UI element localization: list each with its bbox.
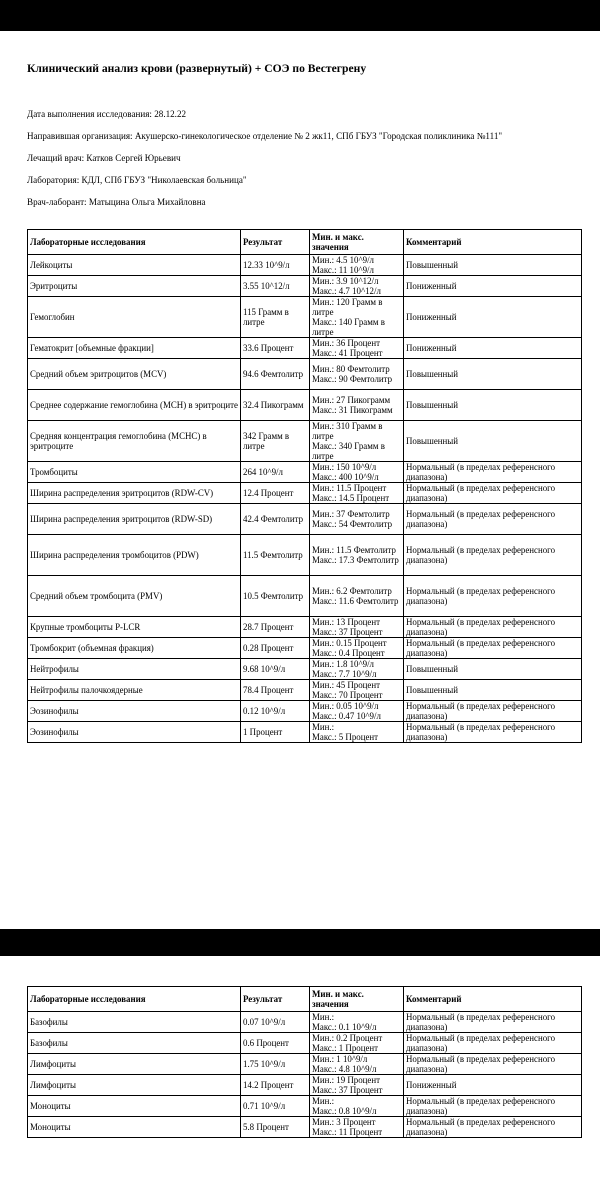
page-break-bar: [0, 929, 600, 956]
range-min: Мин.: 120 Грамм в литре: [312, 297, 383, 317]
cell-name: Нейтрофилы: [28, 659, 241, 680]
cell-result: 94.6 Фемтолитр: [241, 359, 310, 390]
range-min: Мин.: 36 Процент: [312, 338, 380, 348]
range-max: Макс.: 4.7 10^12/л: [312, 286, 381, 296]
cell-comment: Повышенный: [404, 255, 582, 276]
cell-result: 14.2 Процент: [241, 1075, 310, 1096]
cell-name: Ширина распределения эритроцитов (RDW-SD): [28, 504, 241, 535]
cell-name: Нейтрофилы палочкоядерные: [28, 680, 241, 701]
range-max: Макс.: 14.5 Процент: [312, 493, 390, 503]
range-max: Макс.: 37 Процент: [312, 1085, 383, 1095]
cell-result: 1.75 10^9/л: [241, 1054, 310, 1075]
range-min: Мин.: 11.5 Фемтолитр: [312, 545, 396, 555]
cell-comment: Пониженный: [404, 1075, 582, 1096]
cell-result: 12.33 10^9/л: [241, 255, 310, 276]
header-comment: Комментарий: [404, 230, 582, 255]
header-comment: Комментарий: [404, 987, 582, 1012]
table-row: [28, 576, 582, 617]
cell-comment: Повышенный: [404, 680, 582, 701]
cell-range: [310, 1075, 404, 1096]
cell-name: Эозинофилы: [28, 722, 241, 743]
table-row: [28, 276, 582, 297]
cell-comment: Нормальный (в пределах референсного диапазона): [404, 701, 582, 722]
table-header-row: [28, 230, 582, 255]
cell-comment: Нормальный (в пределах референсного диапазона): [404, 483, 582, 504]
cell-comment: Повышенный: [404, 390, 582, 421]
meta-doctor: Лечащий врач: Катков Сергей Юрьевич: [27, 153, 181, 163]
cell-result: 264 10^9/л: [241, 462, 310, 483]
cell-range: [310, 617, 404, 638]
range-max: Макс.: 0.1 10^9/л: [312, 1022, 377, 1032]
range-min: Мин.: 1.8 10^9/л: [312, 659, 374, 669]
cell-range: [310, 1054, 404, 1075]
range-max: Макс.: 31 Пикограмм: [312, 405, 393, 415]
table-row: [28, 421, 582, 462]
cell-name: Тромбоциты: [28, 462, 241, 483]
range-max: Макс.: 7.7 10^9/л: [312, 669, 377, 679]
cell-range: [310, 659, 404, 680]
cell-range: [310, 390, 404, 421]
cell-comment: Нормальный (в пределах референсного диапазона): [404, 504, 582, 535]
range-max: Макс.: 11 Процент: [312, 1127, 383, 1137]
table-row: [28, 1033, 582, 1054]
cell-result: 42.4 Фемтолитр: [241, 504, 310, 535]
header-result: Результат: [241, 230, 310, 255]
top-black-bar: [0, 0, 600, 31]
range-max: Макс.: 340 Грамм в литре: [312, 441, 385, 461]
cell-name: Средняя концентрация гемоглобина (MCHC) в эритроците: [28, 421, 241, 462]
cell-name: Моноциты: [28, 1117, 241, 1138]
table-row: [28, 722, 582, 743]
cell-result: 3.55 10^12/л: [241, 276, 310, 297]
table-row: [28, 297, 582, 338]
range-max: Макс.: 5 Процент: [312, 732, 379, 742]
cell-name: Крупные тромбоциты P-LCR: [28, 617, 241, 638]
cell-name: Гемоглобин: [28, 297, 241, 338]
table-row: [28, 1054, 582, 1075]
range-min: Мин.: 3 Процент: [312, 1117, 376, 1127]
cell-name: Лимфоциты: [28, 1075, 241, 1096]
cell-name: Эозинофилы: [28, 701, 241, 722]
cell-result: 32.4 Пикограмм: [241, 390, 310, 421]
cell-name: Ширина распределения эритроцитов (RDW-CV): [28, 483, 241, 504]
cell-name: Лейкоциты: [28, 255, 241, 276]
meta-organization: Направившая организация: Акушерско-гинекологическое отделение № 2 жк11, СПб ГБУЗ "Городская поликлиника №111": [27, 131, 503, 141]
cell-result: 0.12 10^9/л: [241, 701, 310, 722]
range-max: Макс.: 41 Процент: [312, 348, 383, 358]
range-min: Мин.: 11.5 Процент: [312, 483, 387, 493]
range-min: Мин.:: [312, 722, 335, 732]
table-row: [28, 1096, 582, 1117]
cell-range: [310, 1096, 404, 1117]
cell-range: [310, 576, 404, 617]
table-row: [28, 659, 582, 680]
range-min: Мин.: 310 Грамм в литре: [312, 421, 383, 441]
cell-result: 12.4 Процент: [241, 483, 310, 504]
range-max: Макс.: 11 10^9/л: [312, 265, 374, 275]
range-min: Мин.: 150 10^9/л: [312, 462, 377, 472]
cell-comment: Повышенный: [404, 659, 582, 680]
header-range: Мин. и макс. значения: [310, 987, 404, 1012]
range-max: Макс.: 1 Процент: [312, 1043, 379, 1053]
range-min: Мин.: 4.5 10^9/л: [312, 255, 374, 265]
table-row: [28, 1117, 582, 1138]
table-row: [28, 359, 582, 390]
cell-range: [310, 483, 404, 504]
cell-name: Ширина распределения тромбоцитов (PDW): [28, 535, 241, 576]
cell-range: [310, 1117, 404, 1138]
range-min: Мин.: 19 Процент: [312, 1075, 380, 1085]
cell-result: 0.07 10^9/л: [241, 1012, 310, 1033]
table-row: [28, 1075, 582, 1096]
range-max: Макс.: 0.47 10^9/л: [312, 711, 381, 721]
cell-comment: Повышенный: [404, 421, 582, 462]
table-row: [28, 701, 582, 722]
cell-result: 78.4 Процент: [241, 680, 310, 701]
meta-lab-doctor: Врач-лаборант: Матыцина Ольга Михайловна: [27, 197, 206, 207]
cell-range: [310, 1012, 404, 1033]
cell-range: [310, 680, 404, 701]
cell-result: 0.6 Процент: [241, 1033, 310, 1054]
cell-comment: Пониженный: [404, 297, 582, 338]
range-max: Макс.: 4.8 10^9/л: [312, 1064, 377, 1074]
results-table-2: [27, 986, 582, 1138]
table-row: [28, 535, 582, 576]
cell-result: 5.8 Процент: [241, 1117, 310, 1138]
cell-comment: Нормальный (в пределах референсного диапазона): [404, 535, 582, 576]
cell-range: [310, 638, 404, 659]
range-max: Макс.: 0.8 10^9/л: [312, 1106, 377, 1116]
cell-result: 342 Грамм в литре: [241, 421, 310, 462]
cell-result: 1 Процент: [241, 722, 310, 743]
page-title: Клинический анализ крови (развернутый) + СОЭ по Вестегрену: [27, 62, 367, 75]
table-row: [28, 504, 582, 535]
table-row: [28, 1012, 582, 1033]
cell-range: [310, 276, 404, 297]
range-max: Макс.: 54 Фемтолитр: [312, 519, 393, 529]
header-name: Лабораторные исследования: [28, 987, 241, 1012]
cell-range: [310, 255, 404, 276]
header-range: Мин. и макс. значения: [310, 230, 404, 255]
cell-result: 9.68 10^9/л: [241, 659, 310, 680]
cell-comment: Повышенный: [404, 359, 582, 390]
cell-comment: Нормальный (в пределах референсного диапазона): [404, 722, 582, 743]
range-min: Мин.: 45 Процент: [312, 680, 380, 690]
range-max: Макс.: 70 Процент: [312, 690, 383, 700]
table-row: [28, 483, 582, 504]
range-max: Макс.: 140 Грамм в литре: [312, 317, 385, 337]
table-row: [28, 338, 582, 359]
cell-result: 0.71 10^9/л: [241, 1096, 310, 1117]
cell-comment: Нормальный (в пределах референсного диапазона): [404, 1096, 582, 1117]
range-max: Макс.: 17.3 Фемтолитр: [312, 555, 399, 565]
cell-range: [310, 297, 404, 338]
cell-range: [310, 504, 404, 535]
range-min: Мин.: 0.15 Процент: [312, 638, 387, 648]
cell-name: Средний объем тромбоцита (PMV): [28, 576, 241, 617]
cell-comment: Нормальный (в пределах референсного диапазона): [404, 638, 582, 659]
table-row: [28, 255, 582, 276]
cell-range: [310, 722, 404, 743]
cell-name: Тромбокрит (объемная фракция): [28, 638, 241, 659]
meta-laboratory: Лаборатория: КДЛ, СПб ГБУЗ "Николаевская больница": [27, 175, 247, 185]
cell-result: 0.28 Процент: [241, 638, 310, 659]
table-row: [28, 617, 582, 638]
cell-comment: Пониженный: [404, 276, 582, 297]
table-row: [28, 680, 582, 701]
range-min: Мин.:: [312, 1012, 335, 1022]
range-max: Макс.: 90 Фемтолитр: [312, 374, 393, 384]
range-min: Мин.: 80 Фемтолитр: [312, 364, 390, 374]
range-min: Мин.: 0.05 10^9/л: [312, 701, 379, 711]
cell-result: 33.6 Процент: [241, 338, 310, 359]
range-min: Мин.: 27 Пикограмм: [312, 395, 391, 405]
cell-range: [310, 359, 404, 390]
table-header-row: [28, 987, 582, 1012]
range-min: Мин.: 6.2 Фемтолитр: [312, 586, 392, 596]
cell-result: 28.7 Процент: [241, 617, 310, 638]
range-max: Макс.: 37 Процент: [312, 627, 383, 637]
cell-name: Средний объем эритроцитов (MCV): [28, 359, 241, 390]
cell-comment: Нормальный (в пределах референсного диапазона): [404, 617, 582, 638]
cell-range: [310, 421, 404, 462]
cell-name: Гематокрит [объемные фракции]: [28, 338, 241, 359]
header-result: Результат: [241, 987, 310, 1012]
range-max: Макс.: 11.6 Фемтолитр: [312, 596, 399, 606]
cell-range: [310, 462, 404, 483]
header-name: Лабораторные исследования: [28, 230, 241, 255]
cell-name: Базофилы: [28, 1033, 241, 1054]
cell-result: 10.5 Фемтолитр: [241, 576, 310, 617]
range-max: Макс.: 0.4 Процент: [312, 648, 385, 658]
cell-comment: Нормальный (в пределах референсного диапазона): [404, 462, 582, 483]
table-row: [28, 390, 582, 421]
cell-range: [310, 701, 404, 722]
cell-comment: Нормальный (в пределах референсного диапазона): [404, 1012, 582, 1033]
cell-range: [310, 535, 404, 576]
range-max: Макс.: 400 10^9/л: [312, 472, 379, 482]
range-min: Мин.: 13 Процент: [312, 617, 380, 627]
meta-date: Дата выполнения исследования: 28.12.22: [27, 109, 187, 119]
range-min: Мин.: 3.9 10^12/л: [312, 276, 379, 286]
cell-comment: Пониженный: [404, 338, 582, 359]
cell-result: 11.5 Фемтолитр: [241, 535, 310, 576]
cell-name: Эритроциты: [28, 276, 241, 297]
range-min: Мин.: 37 Фемтолитр: [312, 509, 390, 519]
range-min: Мин.:: [312, 1096, 335, 1106]
cell-name: Среднее содержание гемоглобина (MCH) в эритроците: [28, 390, 241, 421]
cell-name: Базофилы: [28, 1012, 241, 1033]
cell-comment: Нормальный (в пределах референсного диапазона): [404, 1054, 582, 1075]
cell-comment: Нормальный (в пределах референсного диапазона): [404, 1033, 582, 1054]
results-table-1: [27, 229, 582, 743]
table-row: [28, 462, 582, 483]
cell-result: 115 Грамм в литре: [241, 297, 310, 338]
cell-range: [310, 1033, 404, 1054]
cell-name: Моноциты: [28, 1096, 241, 1117]
cell-comment: Нормальный (в пределах референсного диапазона): [404, 576, 582, 617]
table-row: [28, 638, 582, 659]
cell-name: Лимфоциты: [28, 1054, 241, 1075]
cell-comment: Нормальный (в пределах референсного диапазона): [404, 1117, 582, 1138]
range-min: Мин.: 1 10^9/л: [312, 1054, 368, 1064]
range-min: Мин.: 0.2 Процент: [312, 1033, 383, 1043]
cell-range: [310, 338, 404, 359]
